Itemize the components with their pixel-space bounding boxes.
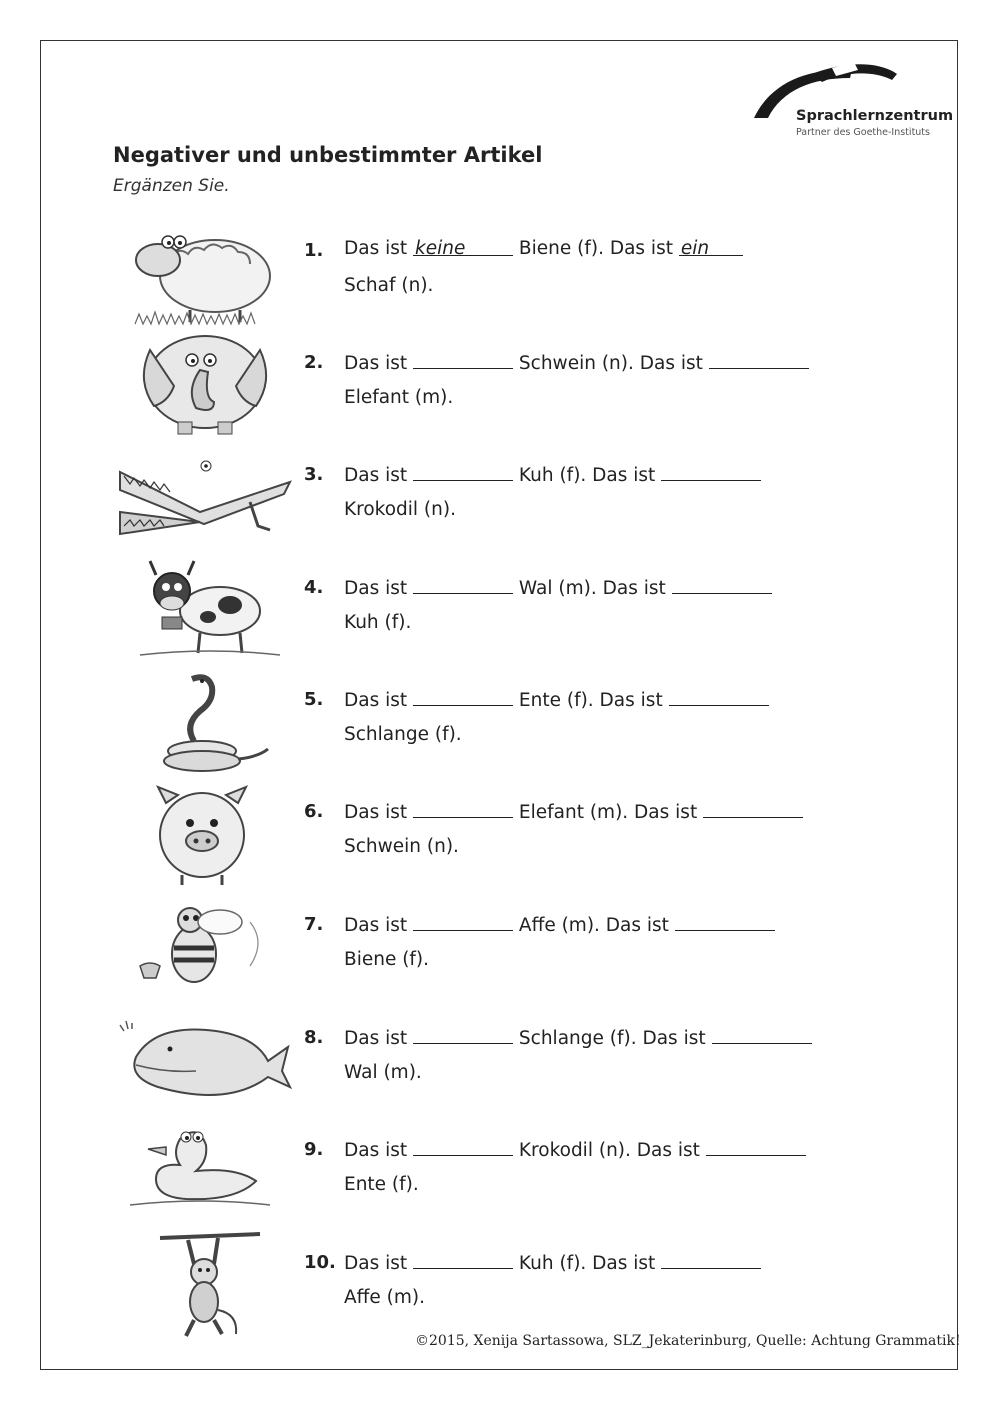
cow-icon <box>110 555 295 667</box>
answer-blank-indefinite[interactable] <box>712 1025 812 1044</box>
sentence-noun-2: Schlange (f). <box>344 724 462 745</box>
sentence-noun-2: Schwein (n). <box>344 836 459 857</box>
exercise-line-1 <box>344 912 775 936</box>
exercise-line-1 <box>344 1137 806 1161</box>
exercise-item <box>110 555 870 667</box>
sentence-noun-1: Biene (f). Das ist <box>518 238 673 259</box>
exercise-line-1 <box>344 799 803 823</box>
sentence-noun-1: Kuh (f). Das ist <box>518 465 656 486</box>
bee-icon <box>110 892 295 1004</box>
sentence-prefix: Das ist <box>344 353 408 374</box>
sprachlernzentrum-logo <box>752 60 954 140</box>
sentence-noun-2: Biene (f). <box>344 949 430 970</box>
answer-blank-negative[interactable] <box>413 1250 513 1269</box>
logo-subtitle: Partner des Goethe-Instituts <box>796 127 930 138</box>
exercise-line-1 <box>344 350 809 374</box>
sentence-noun-2: Krokodil (n). <box>344 499 456 520</box>
sentence-prefix: Das ist <box>344 465 408 486</box>
sentence-noun-2: Schaf (n). <box>344 275 434 296</box>
pig-icon <box>110 779 295 891</box>
exercise-line-1 <box>344 462 761 486</box>
answer-blank-negative[interactable] <box>413 912 513 931</box>
sentence-prefix: Das ist <box>344 915 408 936</box>
sentence-prefix: Das ist <box>344 802 408 823</box>
exercise-number: 8. <box>304 1027 324 1048</box>
sentence-noun-1: Schwein (n). Das ist <box>518 353 703 374</box>
exercise-item <box>110 667 870 779</box>
answer-blank-indefinite[interactable] <box>709 350 809 369</box>
exercise-number: 2. <box>304 352 324 373</box>
exercise-line-1 <box>344 1250 761 1274</box>
answer-blank-indefinite[interactable] <box>661 1250 761 1269</box>
exercise-item <box>110 779 870 891</box>
answer-blank-indefinite[interactable] <box>669 687 769 706</box>
sentence-prefix: Das ist <box>344 238 408 259</box>
sentence-noun-1: Kuh (f). Das ist <box>518 1253 656 1274</box>
answer-blank-indefinite[interactable]: ein <box>679 238 743 256</box>
exercise-item <box>110 442 870 554</box>
sentence-noun-2: Affe (m). <box>344 1287 426 1308</box>
answer-blank-indefinite[interactable] <box>703 799 803 818</box>
answer-blank-negative[interactable]: keine <box>413 238 513 256</box>
exercise-item <box>110 218 870 330</box>
exercise-line-1 <box>344 1025 812 1049</box>
answer-blank-negative[interactable] <box>413 1025 513 1044</box>
answer-blank-indefinite[interactable] <box>706 1137 806 1156</box>
sentence-noun-1: Krokodil (n). Das ist <box>518 1140 700 1161</box>
exercise-item <box>110 1230 870 1342</box>
worksheet-instruction: Ergänzen Sie. <box>113 176 230 196</box>
monkey-icon <box>110 1230 295 1342</box>
sentence-prefix: Das ist <box>344 1028 408 1049</box>
exercise-item <box>110 1005 870 1117</box>
exercise-item <box>110 330 870 442</box>
exercise-line-1 <box>344 238 743 259</box>
elephant-icon <box>110 330 295 442</box>
sentence-noun-2: Wal (m). <box>344 1062 422 1083</box>
exercise-number: 7. <box>304 914 324 935</box>
sheep-icon <box>110 218 295 330</box>
duck-icon <box>110 1117 295 1229</box>
copyright-footer: ©2015, Xenija Sartassowa, SLZ_Jekaterinburg, Quelle: Achtung Grammatik! <box>415 1333 961 1349</box>
whale-icon <box>110 1005 295 1117</box>
logo-name: Sprachlernzentrum <box>796 108 954 124</box>
sentence-prefix: Das ist <box>344 1253 408 1274</box>
exercise-line-1 <box>344 687 769 711</box>
sentence-prefix: Das ist <box>344 1140 408 1161</box>
exercise-number: 3. <box>304 464 324 485</box>
answer-blank-negative[interactable] <box>413 687 513 706</box>
snake-icon <box>110 667 295 779</box>
sentence-prefix: Das ist <box>344 690 408 711</box>
sentence-noun-1: Elefant (m). Das ist <box>518 802 698 823</box>
crocodile-icon <box>110 442 295 554</box>
answer-blank-negative[interactable] <box>413 462 513 481</box>
exercise-number: 10. <box>304 1252 336 1273</box>
answer-blank-negative[interactable] <box>413 350 513 369</box>
sentence-noun-2: Elefant (m). <box>344 387 454 408</box>
exercise-number: 9. <box>304 1139 324 1160</box>
exercise-number: 5. <box>304 689 324 710</box>
sentence-noun-1: Affe (m). Das ist <box>518 915 669 936</box>
sentence-prefix: Das ist <box>344 578 408 599</box>
answer-blank-indefinite[interactable] <box>661 462 761 481</box>
exercise-number: 1. <box>304 240 324 261</box>
answer-blank-negative[interactable] <box>413 1137 513 1156</box>
exercise-item <box>110 1117 870 1229</box>
sentence-noun-2: Kuh (f). <box>344 612 412 633</box>
exercise-item <box>110 892 870 1004</box>
answer-blank-indefinite[interactable] <box>675 912 775 931</box>
exercise-number: 4. <box>304 577 324 598</box>
answer-blank-negative[interactable] <box>413 799 513 818</box>
answer-blank-negative[interactable] <box>413 575 513 594</box>
sentence-noun-1: Wal (m). Das ist <box>518 578 666 599</box>
sentence-noun-2: Ente (f). <box>344 1174 419 1195</box>
sentence-noun-1: Ente (f). Das ist <box>518 690 663 711</box>
worksheet-title: Negativer und unbestimmter Artikel <box>113 143 543 167</box>
answer-blank-indefinite[interactable] <box>672 575 772 594</box>
exercise-number: 6. <box>304 801 324 822</box>
sentence-noun-1: Schlange (f). Das ist <box>518 1028 706 1049</box>
exercise-line-1 <box>344 575 772 599</box>
